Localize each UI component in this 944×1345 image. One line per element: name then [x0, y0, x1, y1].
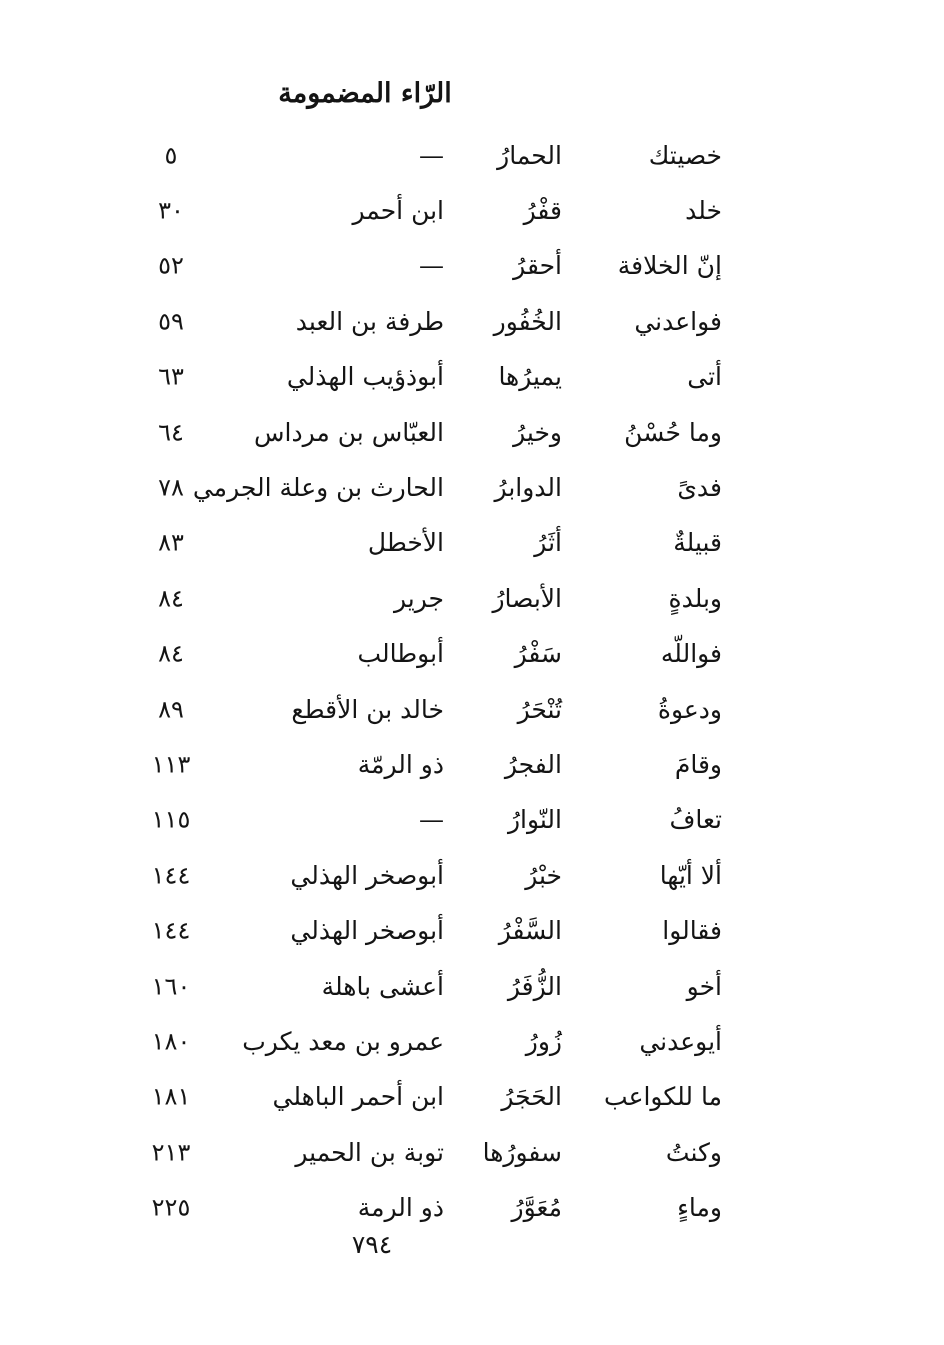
page-reference: ٨٤: [158, 584, 184, 613]
page-reference: ٦٣: [158, 362, 184, 391]
table-row: [0, 682, 944, 737]
poet-name: ذو الرمّة: [357, 749, 444, 779]
rhyme-word: الأبصارُ: [492, 583, 562, 613]
rhyme-word: النّوارُ: [507, 805, 562, 835]
poet-name: أبوصخر الهذلي: [290, 916, 444, 946]
table-row: [0, 571, 944, 626]
page-reference: ٨٣: [158, 529, 184, 558]
page-reference: ٣٠: [158, 196, 184, 225]
verse-opening: ودعوةُ: [657, 694, 722, 724]
rhyme-word: الخُفُور: [493, 306, 562, 336]
page-reference: ٥٢: [158, 252, 184, 281]
table-row: [0, 128, 944, 183]
table-row: [0, 959, 944, 1014]
table-row: [0, 460, 944, 515]
page-reference: ١٨١: [151, 1082, 191, 1111]
poet-name: —: [419, 805, 444, 835]
page-reference: ١٤٤: [151, 861, 191, 890]
poet-name: جرير: [394, 583, 444, 613]
verse-opening: أيوعدني: [639, 1026, 722, 1056]
rhyme-word: مُعَوَّرُ: [511, 1193, 562, 1223]
poet-name: ابن أحمر: [352, 196, 444, 226]
rhyme-word: أثَرُ: [534, 528, 562, 558]
table-row: [0, 183, 944, 238]
poet-name: خالد بن الأقطع: [291, 694, 444, 724]
table-row: [0, 294, 944, 349]
rhyme-word: الحَجَرُ: [501, 1082, 562, 1112]
page-reference: ٨٤: [158, 639, 184, 668]
page-reference: ٨٩: [158, 695, 184, 724]
rhyme-word: تُنْحَرُ: [517, 694, 562, 724]
rhyme-word: سفورُها: [482, 1137, 562, 1167]
verse-opening: تعافُ: [669, 805, 722, 835]
verse-opening: فدىً: [677, 473, 722, 503]
verse-opening: ألا أيّها: [659, 860, 722, 890]
poet-name: طرفة بن العبد: [295, 306, 444, 336]
poet-name: أبوطالب: [357, 639, 444, 669]
rhyme-word: السَّفْرُ: [498, 916, 562, 946]
table-row: [0, 848, 944, 903]
page-reference: ٥٩: [158, 307, 184, 336]
page-reference: ١١٥: [151, 805, 191, 834]
verse-opening: قبيلةٌ: [673, 528, 722, 558]
poet-name: —: [419, 251, 444, 281]
poet-name: أبوذؤيب الهذلي: [286, 362, 444, 392]
rhyme-word: خبْرُ: [525, 860, 562, 890]
page-reference: ١١٣: [151, 750, 191, 779]
poet-name: ذو الرمة: [357, 1193, 444, 1223]
rhyme-word: وخيرُ: [513, 417, 562, 447]
verse-opening: فواعدني: [634, 306, 722, 336]
verse-index-table: [0, 128, 944, 1236]
poet-name: أعشى باهلة: [321, 971, 444, 1001]
verse-opening: ما للكواعب: [604, 1082, 722, 1112]
table-row: [0, 405, 944, 460]
table-row: [0, 627, 944, 682]
poet-name: توبة بن الحمير: [295, 1137, 444, 1167]
rhyme-word: يميرُها: [498, 362, 562, 392]
rhyme-word: قفْرُ: [523, 196, 562, 226]
page-reference: ٥: [164, 141, 178, 170]
rhyme-word: سَفْرُ: [514, 639, 562, 669]
verse-opening: إنّ الخلافة: [617, 251, 722, 281]
rhyme-word: أحقرُ: [513, 251, 562, 281]
poet-name: العبّاس بن مرداس: [254, 417, 444, 447]
poet-name: —: [419, 140, 444, 170]
verse-opening: وماءٍ: [677, 1193, 722, 1223]
verse-opening: أتى: [687, 362, 722, 392]
poet-name: الحارث بن وعلة الجرمي: [192, 473, 444, 503]
table-row: [0, 239, 944, 294]
page-reference: ٧٨: [158, 473, 184, 502]
rhyme-word: الحمارُ: [497, 140, 562, 170]
poet-name: الأخطل: [367, 528, 444, 558]
page-title: الرّاء المضمومة: [278, 78, 452, 109]
verse-opening: أخو: [686, 971, 722, 1001]
verse-opening: فقالوا: [662, 916, 722, 946]
verse-opening: خصيتك: [648, 140, 722, 170]
verse-opening: وكنتُ: [665, 1137, 722, 1167]
rhyme-word: زُورُ: [525, 1026, 562, 1056]
verse-opening: وما حُسْنُ: [624, 417, 722, 447]
page-reference: ٢١٣: [151, 1138, 191, 1167]
page-reference: ١٨٠: [151, 1027, 191, 1056]
verse-opening: خلد: [685, 196, 722, 226]
table-row: [0, 793, 944, 848]
table-row: [0, 516, 944, 571]
table-row: [0, 350, 944, 405]
page-reference: ١٤٤: [151, 916, 191, 945]
table-row: [0, 1180, 944, 1235]
page-reference: ٦٤: [158, 418, 184, 447]
verse-opening: وقامَ: [674, 749, 722, 779]
verse-opening: فواللّه: [660, 639, 722, 669]
poet-name: ابن أحمر الباهلي: [272, 1082, 444, 1112]
table-row: [0, 1070, 944, 1125]
rhyme-word: الزُّفَرُ: [507, 971, 562, 1001]
page-reference: ١٦٠: [151, 972, 191, 1001]
poet-name: عمرو بن معد يكرب: [242, 1026, 444, 1056]
table-row: [0, 737, 944, 792]
verse-opening: وبلدةٍ: [668, 583, 722, 613]
poet-name: أبوصخر الهذلي: [290, 860, 444, 890]
table-row: [0, 903, 944, 958]
rhyme-word: الفجرُ: [504, 749, 562, 779]
rhyme-word: الدوابرُ: [494, 473, 562, 503]
page-number: ٧٩٤: [351, 1230, 393, 1259]
table-row: [0, 1014, 944, 1069]
table-row: [0, 1125, 944, 1180]
page-reference: ٢٢٥: [151, 1193, 191, 1222]
